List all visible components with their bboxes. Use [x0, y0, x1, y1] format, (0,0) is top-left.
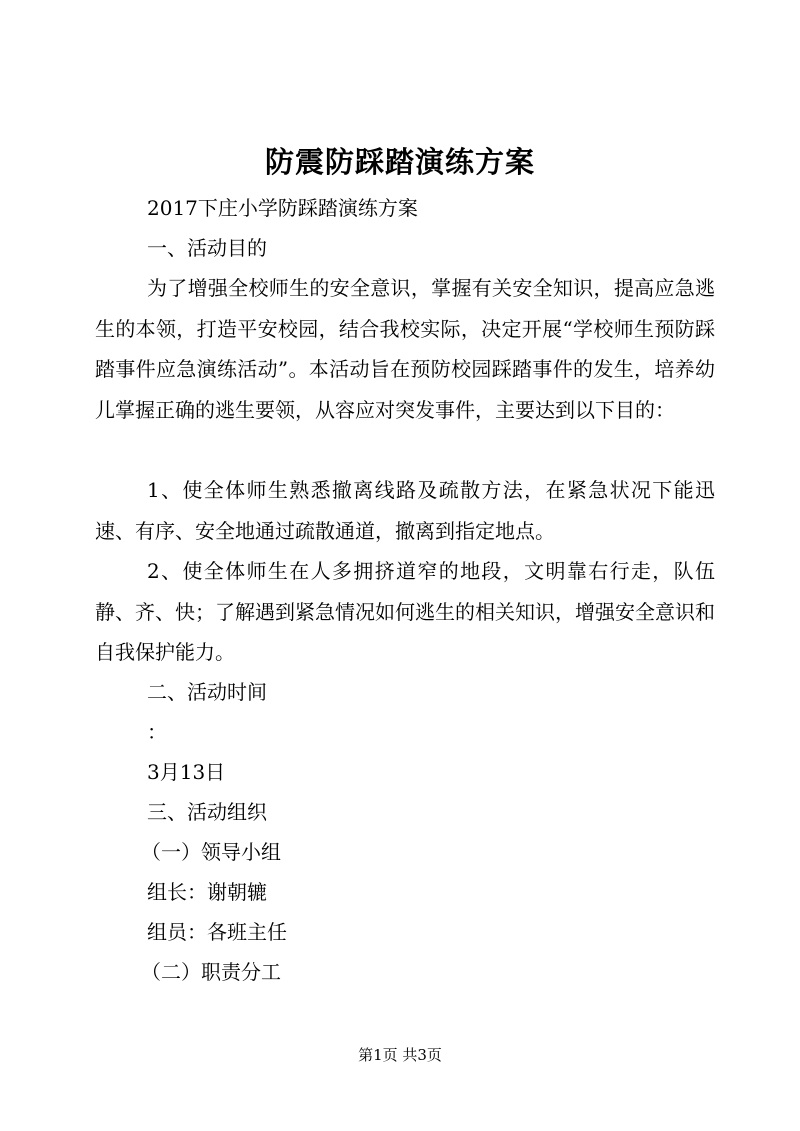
section-heading-purpose: 一、活动目的	[147, 236, 267, 260]
subtitle: 2017下庄小学防踩踏演练方案	[147, 196, 418, 220]
group-leader: 组长：谢朝辘	[147, 880, 267, 904]
section-heading-organization: 三、活动组织	[147, 800, 267, 824]
goal-item-1: 1、使全体师生熟悉撤离线路及疏散方法，在紧急状况下能迅速、有序、安全地通过疏散通道，撤离到指定地点。	[95, 478, 715, 543]
subheading-responsibilities: （二）职责分工	[141, 960, 281, 984]
purpose-paragraph: 为了增强全校师生的安全意识，掌握有关安全知识，提高应急逃生的本领，打造平安校园，结合我校实际，决定开展“学校师生预防踩踏事件应急演练活动”。本活动旨在预防校园踩踏事件的发生，培养幼儿掌握正确的逃生要领，从容应对突发事件，主要达到以下目的：	[95, 276, 715, 422]
document-title: 防震防踩踏演练方案	[264, 145, 535, 179]
goal-item-2: 2、使全体师生在人多拥挤道窄的地段，文明靠右行走，队伍静、齐、快；了解遇到紧急情况如何逃生的相关知识，增强安全意识和自我保护能力。	[95, 559, 715, 664]
activity-date: 3月13日	[147, 760, 226, 784]
section-heading-time: 二、活动时间	[147, 680, 267, 704]
time-colon: ：	[147, 720, 167, 744]
subheading-leadership-group: （一）领导小组	[141, 840, 281, 864]
page-number-footer: 第1页 共3页	[358, 1046, 442, 1064]
group-members: 组员：各班主任	[147, 920, 287, 944]
